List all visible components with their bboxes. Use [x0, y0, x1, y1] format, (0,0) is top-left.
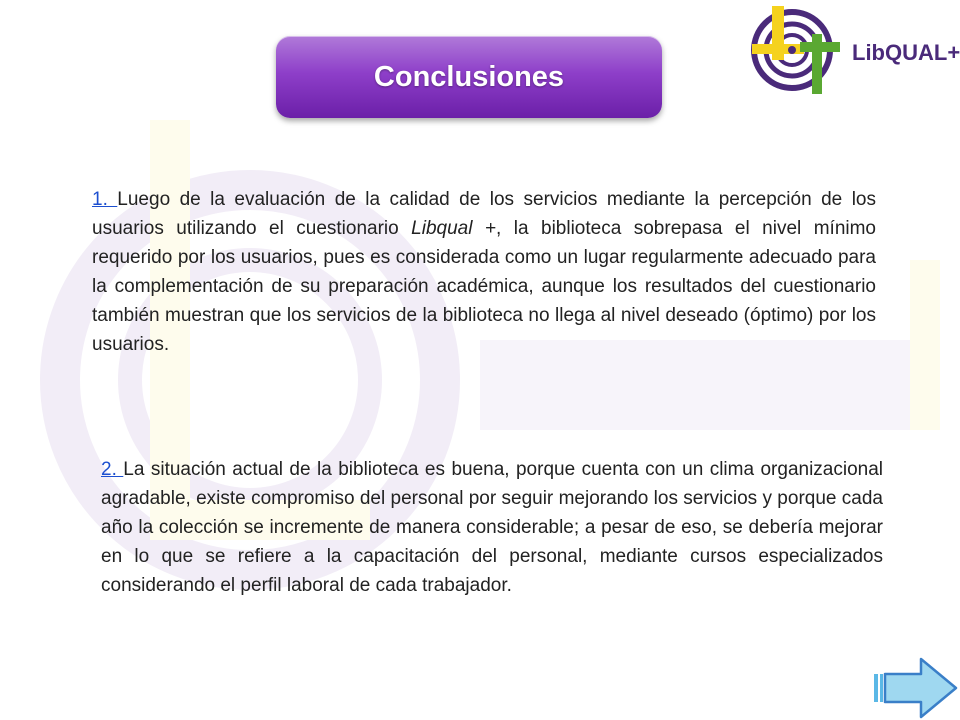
conclusion-2	[101, 455, 883, 600]
slide-title: Conclusiones	[373, 60, 565, 93]
conclusion-1-text-b: , la biblioteca sobrepasa el nivel mínimo requerido por los usuarios, pues es considerada como un lugar regularmente adecuado para la complementación de su preparación académica, aunque los resultados del cuestionario también muestran que los servicios de la biblioteca no llega al nivel deseado (óptimo) por los usuarios.	[92, 218, 876, 355]
conclusion-2-text: La situación actual de la biblioteca es buena, porque cuenta con un clima organizacional agradable, existe compromiso del personal por seguir mejorando los servicios y porque cada año la colección se incremente de manera considerable; a pesar de eso, se debería mejorar en lo que se refiere a la capacitación del personal, mediante cursos especializados considerando el perfil laboral de cada trabajador.	[101, 459, 884, 596]
conclusion-1-text-a: Luego de la evaluación de la calidad de los servicios mediante la percepción de los usuarios utilizando el cuestionario	[92, 189, 876, 239]
right-arrow-icon	[874, 659, 956, 717]
conclusion-1	[92, 185, 876, 359]
next-slide-button[interactable]	[873, 656, 959, 720]
libqual-logo	[744, 4, 960, 104]
logo-wordmark: LibQUAL+	[852, 40, 960, 65]
conclusion-2-number: 2.	[101, 459, 124, 480]
conclusion-1-number: 1.	[92, 189, 118, 210]
slide-title-banner	[276, 36, 662, 118]
conclusion-1-emphasis: Libqual +	[411, 218, 497, 239]
